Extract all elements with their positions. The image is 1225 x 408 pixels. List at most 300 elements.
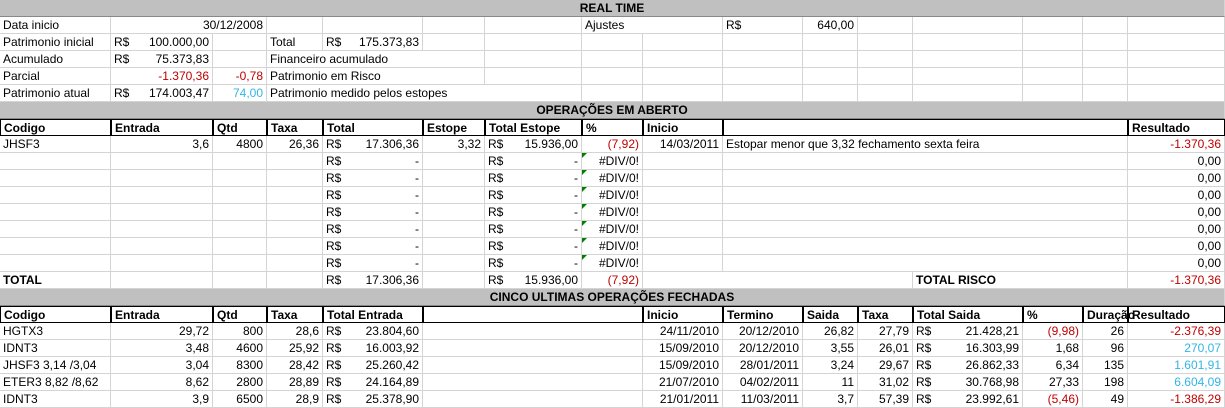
empty-cell[interactable] bbox=[858, 68, 913, 85]
open-pct[interactable] bbox=[582, 187, 643, 204]
empty-cell[interactable] bbox=[213, 34, 267, 51]
open-testope-currency[interactable] bbox=[485, 221, 512, 238]
closed-total-entrada[interactable] bbox=[350, 357, 423, 374]
closed-qtd[interactable] bbox=[213, 374, 267, 391]
empty-cell[interactable] bbox=[723, 34, 803, 51]
closed-duracao[interactable] bbox=[1083, 374, 1128, 391]
open-total-estope[interactable] bbox=[512, 187, 582, 204]
open-total[interactable] bbox=[350, 170, 423, 187]
open-total-estope[interactable] bbox=[512, 221, 582, 238]
open-header-2[interactable] bbox=[213, 119, 267, 136]
empty-cell[interactable] bbox=[582, 34, 643, 51]
open-entrada[interactable] bbox=[111, 170, 213, 187]
empty-cell[interactable] bbox=[423, 374, 643, 391]
open-taxa[interactable] bbox=[267, 153, 323, 170]
open-total-estope-currency[interactable] bbox=[485, 272, 512, 289]
empty-cell[interactable] bbox=[913, 85, 1023, 102]
open-qtd[interactable] bbox=[213, 204, 267, 221]
open-resultado[interactable] bbox=[1128, 170, 1225, 187]
open-codigo[interactable] bbox=[0, 238, 111, 255]
value-data-inicio[interactable] bbox=[111, 17, 267, 34]
open-entrada[interactable] bbox=[111, 255, 213, 272]
empty-cell[interactable] bbox=[913, 68, 1023, 85]
empty-cell[interactable] bbox=[582, 68, 643, 85]
empty-cell[interactable] bbox=[1023, 68, 1083, 85]
open-taxa[interactable] bbox=[267, 204, 323, 221]
empty-cell[interactable] bbox=[423, 17, 485, 34]
label-patrimonio-inicial[interactable] bbox=[0, 34, 111, 51]
closed-taxa[interactable] bbox=[267, 391, 323, 408]
open-entrada[interactable] bbox=[111, 187, 213, 204]
open-taxa[interactable] bbox=[267, 238, 323, 255]
empty-cell[interactable] bbox=[643, 85, 723, 102]
empty-cell[interactable] bbox=[803, 51, 858, 68]
open-total-currency[interactable] bbox=[323, 238, 350, 255]
open-estope[interactable] bbox=[423, 187, 485, 204]
closed-total-currency[interactable] bbox=[323, 340, 350, 357]
open-pct[interactable] bbox=[582, 238, 643, 255]
open-resultado[interactable] bbox=[1128, 153, 1225, 170]
total-risco-value[interactable] bbox=[1128, 272, 1225, 289]
open-testope-currency[interactable] bbox=[485, 187, 512, 204]
open-pct[interactable] bbox=[582, 221, 643, 238]
empty-cell[interactable] bbox=[213, 51, 267, 68]
value-patrimonio-atual[interactable] bbox=[138, 85, 213, 102]
closed-taxa-saida[interactable] bbox=[858, 323, 913, 340]
closed-duracao[interactable] bbox=[1083, 391, 1128, 408]
open-qtd[interactable] bbox=[213, 187, 267, 204]
open-total-sum-currency[interactable] bbox=[323, 272, 350, 289]
value-parcial-pct[interactable] bbox=[213, 68, 267, 85]
open-pct[interactable] bbox=[582, 153, 643, 170]
open-testope-currency[interactable] bbox=[485, 204, 512, 221]
empty-cell[interactable] bbox=[803, 85, 858, 102]
closed-total-saida[interactable] bbox=[940, 391, 1023, 408]
closed-total-currency[interactable] bbox=[323, 357, 350, 374]
label-patrimonio-estopes[interactable] bbox=[267, 85, 582, 102]
open-total-currency[interactable] bbox=[323, 170, 350, 187]
open-estope[interactable] bbox=[423, 153, 485, 170]
open-total-sum[interactable] bbox=[350, 272, 423, 289]
open-total-currency[interactable] bbox=[323, 221, 350, 238]
open-total-currency[interactable] bbox=[323, 204, 350, 221]
open-estope[interactable] bbox=[423, 170, 485, 187]
open-total-currency[interactable] bbox=[323, 255, 350, 272]
open-qtd[interactable] bbox=[213, 255, 267, 272]
open-header-3[interactable] bbox=[267, 119, 323, 136]
closed-total-currency[interactable] bbox=[323, 391, 350, 408]
closed-saida[interactable] bbox=[803, 357, 858, 374]
closed-taxa-saida[interactable] bbox=[858, 374, 913, 391]
currency[interactable] bbox=[111, 85, 138, 102]
closed-total-saida-currency[interactable] bbox=[913, 391, 940, 408]
open-qtd[interactable] bbox=[213, 238, 267, 255]
empty-cell[interactable] bbox=[913, 51, 1023, 68]
empty-cell[interactable] bbox=[1128, 68, 1225, 85]
empty-cell[interactable] bbox=[423, 340, 643, 357]
empty-cell[interactable] bbox=[723, 51, 803, 68]
open-estope[interactable] bbox=[423, 204, 485, 221]
open-total-currency[interactable] bbox=[323, 187, 350, 204]
open-total[interactable] bbox=[350, 221, 423, 238]
open-taxa[interactable] bbox=[267, 221, 323, 238]
open-inicio[interactable] bbox=[643, 204, 723, 221]
open-estope[interactable] bbox=[423, 136, 485, 153]
empty-cell[interactable] bbox=[1128, 34, 1225, 51]
open-estope[interactable] bbox=[423, 238, 485, 255]
closed-inicio[interactable] bbox=[643, 357, 723, 374]
empty-cell[interactable] bbox=[1083, 34, 1128, 51]
currency[interactable] bbox=[111, 34, 138, 51]
open-resultado[interactable] bbox=[1128, 221, 1225, 238]
empty-cell[interactable] bbox=[803, 68, 858, 85]
open-total-pct[interactable] bbox=[582, 272, 643, 289]
open-header-4[interactable] bbox=[323, 119, 423, 136]
empty-cell[interactable] bbox=[267, 17, 323, 34]
empty-cell[interactable] bbox=[323, 17, 423, 34]
closed-resultado[interactable] bbox=[1128, 374, 1225, 391]
closed-pct[interactable] bbox=[1023, 323, 1083, 340]
empty-cell[interactable] bbox=[213, 272, 267, 289]
value-estopes[interactable] bbox=[213, 85, 267, 102]
closed-total-entrada[interactable] bbox=[350, 323, 423, 340]
closed-termino[interactable] bbox=[723, 340, 803, 357]
realtime-title[interactable] bbox=[0, 0, 1225, 17]
open-total-label[interactable] bbox=[0, 272, 111, 289]
closed-inicio[interactable] bbox=[643, 340, 723, 357]
closed-inicio[interactable] bbox=[643, 391, 723, 408]
closed-qtd[interactable] bbox=[213, 391, 267, 408]
empty-cell[interactable] bbox=[582, 85, 643, 102]
closed-header-11[interactable] bbox=[1023, 306, 1083, 323]
closed-total-saida[interactable] bbox=[940, 357, 1023, 374]
empty-cell[interactable] bbox=[267, 272, 323, 289]
open-entrada[interactable] bbox=[111, 204, 213, 221]
closed-total-saida[interactable] bbox=[940, 323, 1023, 340]
empty-cell[interactable] bbox=[1023, 51, 1083, 68]
closed-termino[interactable] bbox=[723, 374, 803, 391]
open-taxa[interactable] bbox=[267, 136, 323, 153]
closed-inicio[interactable] bbox=[643, 374, 723, 391]
open-total[interactable] bbox=[350, 255, 423, 272]
open-estope[interactable] bbox=[423, 255, 485, 272]
empty-cell[interactable] bbox=[858, 85, 913, 102]
closed-saida[interactable] bbox=[803, 391, 858, 408]
closed-pct[interactable] bbox=[1023, 340, 1083, 357]
closed-entrada[interactable] bbox=[111, 340, 213, 357]
open-estope[interactable] bbox=[423, 221, 485, 238]
open-taxa[interactable] bbox=[267, 255, 323, 272]
closed-resultado[interactable] bbox=[1128, 391, 1225, 408]
open-inicio[interactable] bbox=[643, 153, 723, 170]
closed-entrada[interactable] bbox=[111, 374, 213, 391]
label-patrimonio-risco[interactable] bbox=[267, 68, 485, 85]
open-taxa[interactable] bbox=[267, 187, 323, 204]
open-total-estope-sum[interactable] bbox=[512, 272, 582, 289]
closed-header-6[interactable] bbox=[643, 306, 723, 323]
closed-total-saida[interactable] bbox=[940, 340, 1023, 357]
label-financeiro-acumulado[interactable] bbox=[267, 51, 485, 68]
open-total-estope[interactable] bbox=[512, 170, 582, 187]
open-qtd[interactable] bbox=[213, 170, 267, 187]
closed-resultado[interactable] bbox=[1128, 357, 1225, 374]
closed-duracao[interactable] bbox=[1083, 340, 1128, 357]
closed-entrada[interactable] bbox=[111, 323, 213, 340]
open-obs[interactable] bbox=[723, 221, 1128, 238]
empty-cell[interactable] bbox=[485, 34, 582, 51]
closed-header-4[interactable] bbox=[323, 306, 423, 323]
open-inicio[interactable] bbox=[643, 136, 723, 153]
empty-cell[interactable] bbox=[423, 357, 643, 374]
closed-header-3[interactable] bbox=[267, 306, 323, 323]
closed-header-13[interactable] bbox=[1128, 306, 1225, 323]
open-obs[interactable] bbox=[723, 136, 1128, 153]
open-obs[interactable] bbox=[723, 187, 1128, 204]
open-obs[interactable] bbox=[723, 170, 1128, 187]
empty-cell[interactable] bbox=[1083, 17, 1128, 34]
open-inicio[interactable] bbox=[643, 238, 723, 255]
open-total-estope[interactable] bbox=[512, 255, 582, 272]
empty-cell[interactable] bbox=[913, 34, 1023, 51]
empty-cell[interactable] bbox=[1023, 85, 1083, 102]
empty-cell[interactable] bbox=[723, 85, 803, 102]
open-entrada[interactable] bbox=[111, 238, 213, 255]
closed-qtd[interactable] bbox=[213, 357, 267, 374]
open-header-7[interactable] bbox=[582, 119, 643, 136]
open-resultado[interactable] bbox=[1128, 204, 1225, 221]
empty-cell[interactable] bbox=[1023, 17, 1083, 34]
closed-taxa[interactable] bbox=[267, 340, 323, 357]
closed-total-currency[interactable] bbox=[323, 374, 350, 391]
open-testope-currency[interactable] bbox=[485, 136, 512, 153]
open-obs[interactable] bbox=[723, 153, 1128, 170]
open-total-estope[interactable] bbox=[512, 238, 582, 255]
closed-inicio[interactable] bbox=[643, 323, 723, 340]
open-inicio[interactable] bbox=[643, 187, 723, 204]
closed-termino[interactable] bbox=[723, 357, 803, 374]
open-qtd[interactable] bbox=[213, 221, 267, 238]
open-header-10[interactable] bbox=[1128, 119, 1225, 136]
closed-header-12[interactable] bbox=[1083, 306, 1136, 323]
closed-taxa[interactable] bbox=[267, 323, 323, 340]
empty-cell[interactable] bbox=[1128, 51, 1225, 68]
empty-cell[interactable] bbox=[111, 272, 213, 289]
open-pct[interactable] bbox=[582, 170, 643, 187]
closed-header-0[interactable] bbox=[0, 306, 111, 323]
closed-total-saida-currency[interactable] bbox=[913, 374, 940, 391]
empty-cell[interactable] bbox=[858, 34, 913, 51]
closed-saida[interactable] bbox=[803, 374, 858, 391]
open-qtd[interactable] bbox=[213, 136, 267, 153]
label-data-inicio[interactable] bbox=[0, 17, 111, 34]
closed-header-9[interactable] bbox=[858, 306, 913, 323]
label-ajustes[interactable] bbox=[582, 17, 723, 34]
closed-ops-title[interactable] bbox=[0, 289, 1225, 306]
open-pct[interactable] bbox=[582, 204, 643, 221]
empty-cell[interactable] bbox=[643, 34, 723, 51]
closed-pct[interactable] bbox=[1023, 374, 1083, 391]
closed-taxa-saida[interactable] bbox=[858, 391, 913, 408]
empty-cell[interactable] bbox=[485, 17, 582, 34]
closed-header-10[interactable] bbox=[913, 306, 1023, 323]
closed-codigo[interactable] bbox=[0, 391, 111, 408]
empty-cell[interactable] bbox=[643, 272, 913, 289]
empty-cell[interactable] bbox=[423, 323, 643, 340]
open-testope-currency[interactable] bbox=[485, 255, 512, 272]
open-total-estope[interactable] bbox=[512, 204, 582, 221]
open-taxa[interactable] bbox=[267, 170, 323, 187]
closed-duracao[interactable] bbox=[1083, 323, 1128, 340]
open-codigo[interactable] bbox=[0, 204, 111, 221]
open-resultado[interactable] bbox=[1128, 238, 1225, 255]
value-parcial[interactable] bbox=[111, 68, 213, 85]
open-total[interactable] bbox=[350, 153, 423, 170]
empty-cell[interactable] bbox=[1083, 85, 1128, 102]
open-entrada[interactable] bbox=[111, 136, 213, 153]
empty-cell[interactable] bbox=[423, 34, 485, 51]
closed-header-8[interactable] bbox=[803, 306, 858, 323]
open-header-1[interactable] bbox=[111, 119, 213, 136]
closed-total-entrada[interactable] bbox=[350, 374, 423, 391]
open-header-8[interactable] bbox=[643, 119, 723, 136]
open-resultado[interactable] bbox=[1128, 255, 1225, 272]
empty-cell[interactable] bbox=[423, 272, 485, 289]
closed-entrada[interactable] bbox=[111, 357, 213, 374]
currency[interactable] bbox=[111, 51, 138, 68]
empty-cell[interactable] bbox=[858, 51, 913, 68]
label-total[interactable] bbox=[267, 34, 323, 51]
open-codigo[interactable] bbox=[0, 221, 111, 238]
total-risco-label[interactable] bbox=[913, 272, 1128, 289]
ajustes-currency[interactable] bbox=[723, 17, 803, 34]
closed-resultado[interactable] bbox=[1128, 323, 1225, 340]
closed-codigo[interactable] bbox=[0, 374, 111, 391]
open-obs[interactable] bbox=[723, 204, 1128, 221]
empty-cell[interactable] bbox=[858, 17, 913, 34]
empty-cell[interactable] bbox=[1128, 17, 1225, 34]
open-total[interactable] bbox=[350, 136, 423, 153]
open-obs[interactable] bbox=[723, 255, 1128, 272]
open-pct[interactable] bbox=[582, 255, 643, 272]
closed-total-saida-currency[interactable] bbox=[913, 340, 940, 357]
open-total[interactable] bbox=[350, 238, 423, 255]
closed-saida[interactable] bbox=[803, 323, 858, 340]
closed-qtd[interactable] bbox=[213, 340, 267, 357]
closed-total-saida[interactable] bbox=[940, 374, 1023, 391]
empty-cell[interactable] bbox=[423, 391, 643, 408]
closed-qtd[interactable] bbox=[213, 323, 267, 340]
closed-total-entrada[interactable] bbox=[350, 340, 423, 357]
open-total-currency[interactable] bbox=[323, 136, 350, 153]
open-inicio[interactable] bbox=[643, 170, 723, 187]
currency[interactable] bbox=[323, 34, 350, 51]
label-patrimonio-atual[interactable] bbox=[0, 85, 111, 102]
value-ajustes[interactable] bbox=[803, 17, 858, 34]
closed-pct[interactable] bbox=[1023, 391, 1083, 408]
open-codigo[interactable] bbox=[0, 255, 111, 272]
closed-taxa[interactable] bbox=[267, 374, 323, 391]
open-total[interactable] bbox=[350, 187, 423, 204]
open-total-estope[interactable] bbox=[512, 153, 582, 170]
empty-cell[interactable] bbox=[723, 68, 803, 85]
closed-taxa-saida[interactable] bbox=[858, 340, 913, 357]
closed-termino[interactable] bbox=[723, 391, 803, 408]
open-header-6[interactable] bbox=[485, 119, 582, 136]
open-testope-currency[interactable] bbox=[485, 153, 512, 170]
open-total-currency[interactable] bbox=[323, 153, 350, 170]
open-header-9[interactable] bbox=[723, 119, 1128, 136]
open-obs[interactable] bbox=[723, 238, 1128, 255]
label-parcial[interactable] bbox=[0, 68, 111, 85]
empty-cell[interactable] bbox=[485, 51, 582, 68]
closed-taxa[interactable] bbox=[267, 357, 323, 374]
closed-header-5[interactable] bbox=[423, 306, 643, 323]
closed-header-1[interactable] bbox=[111, 306, 213, 323]
label-acumulado[interactable] bbox=[0, 51, 111, 68]
open-total-estope[interactable] bbox=[512, 136, 582, 153]
closed-entrada[interactable] bbox=[111, 391, 213, 408]
empty-cell[interactable] bbox=[1083, 68, 1128, 85]
open-testope-currency[interactable] bbox=[485, 238, 512, 255]
open-codigo[interactable] bbox=[0, 153, 111, 170]
closed-total-entrada[interactable] bbox=[350, 391, 423, 408]
empty-cell[interactable] bbox=[643, 51, 723, 68]
closed-codigo[interactable] bbox=[0, 357, 111, 374]
value-total[interactable] bbox=[350, 34, 423, 51]
closed-codigo[interactable] bbox=[0, 340, 111, 357]
open-ops-title[interactable] bbox=[0, 102, 1225, 119]
open-testope-currency[interactable] bbox=[485, 170, 512, 187]
empty-cell[interactable] bbox=[643, 68, 723, 85]
open-header-0[interactable] bbox=[0, 119, 111, 136]
open-entrada[interactable] bbox=[111, 221, 213, 238]
open-codigo[interactable] bbox=[0, 170, 111, 187]
empty-cell[interactable] bbox=[1128, 85, 1225, 102]
empty-cell[interactable] bbox=[803, 34, 858, 51]
closed-codigo[interactable] bbox=[0, 323, 111, 340]
open-resultado[interactable] bbox=[1128, 187, 1225, 204]
closed-total-saida-currency[interactable] bbox=[913, 357, 940, 374]
closed-resultado[interactable] bbox=[1128, 340, 1225, 357]
open-codigo[interactable] bbox=[0, 136, 111, 153]
open-pct[interactable] bbox=[582, 136, 643, 153]
value-patrimonio-inicial[interactable] bbox=[138, 34, 213, 51]
closed-termino[interactable] bbox=[723, 323, 803, 340]
closed-pct[interactable] bbox=[1023, 357, 1083, 374]
closed-header-7[interactable] bbox=[723, 306, 803, 323]
closed-header-2[interactable] bbox=[213, 306, 267, 323]
open-inicio[interactable] bbox=[643, 255, 723, 272]
open-codigo[interactable] bbox=[0, 187, 111, 204]
empty-cell[interactable] bbox=[485, 68, 582, 85]
empty-cell[interactable] bbox=[1023, 34, 1083, 51]
open-header-5[interactable] bbox=[423, 119, 485, 136]
open-entrada[interactable] bbox=[111, 153, 213, 170]
empty-cell[interactable] bbox=[913, 17, 1023, 34]
closed-taxa-saida[interactable] bbox=[858, 357, 913, 374]
closed-total-currency[interactable] bbox=[323, 323, 350, 340]
open-total[interactable] bbox=[350, 204, 423, 221]
empty-cell[interactable] bbox=[582, 51, 643, 68]
closed-saida[interactable] bbox=[803, 340, 858, 357]
open-resultado[interactable] bbox=[1128, 136, 1225, 153]
empty-cell[interactable] bbox=[1083, 51, 1128, 68]
closed-total-saida-currency[interactable] bbox=[913, 323, 940, 340]
closed-duracao[interactable] bbox=[1083, 357, 1128, 374]
open-qtd[interactable] bbox=[213, 153, 267, 170]
value-acumulado[interactable] bbox=[138, 51, 213, 68]
open-inicio[interactable] bbox=[643, 221, 723, 238]
